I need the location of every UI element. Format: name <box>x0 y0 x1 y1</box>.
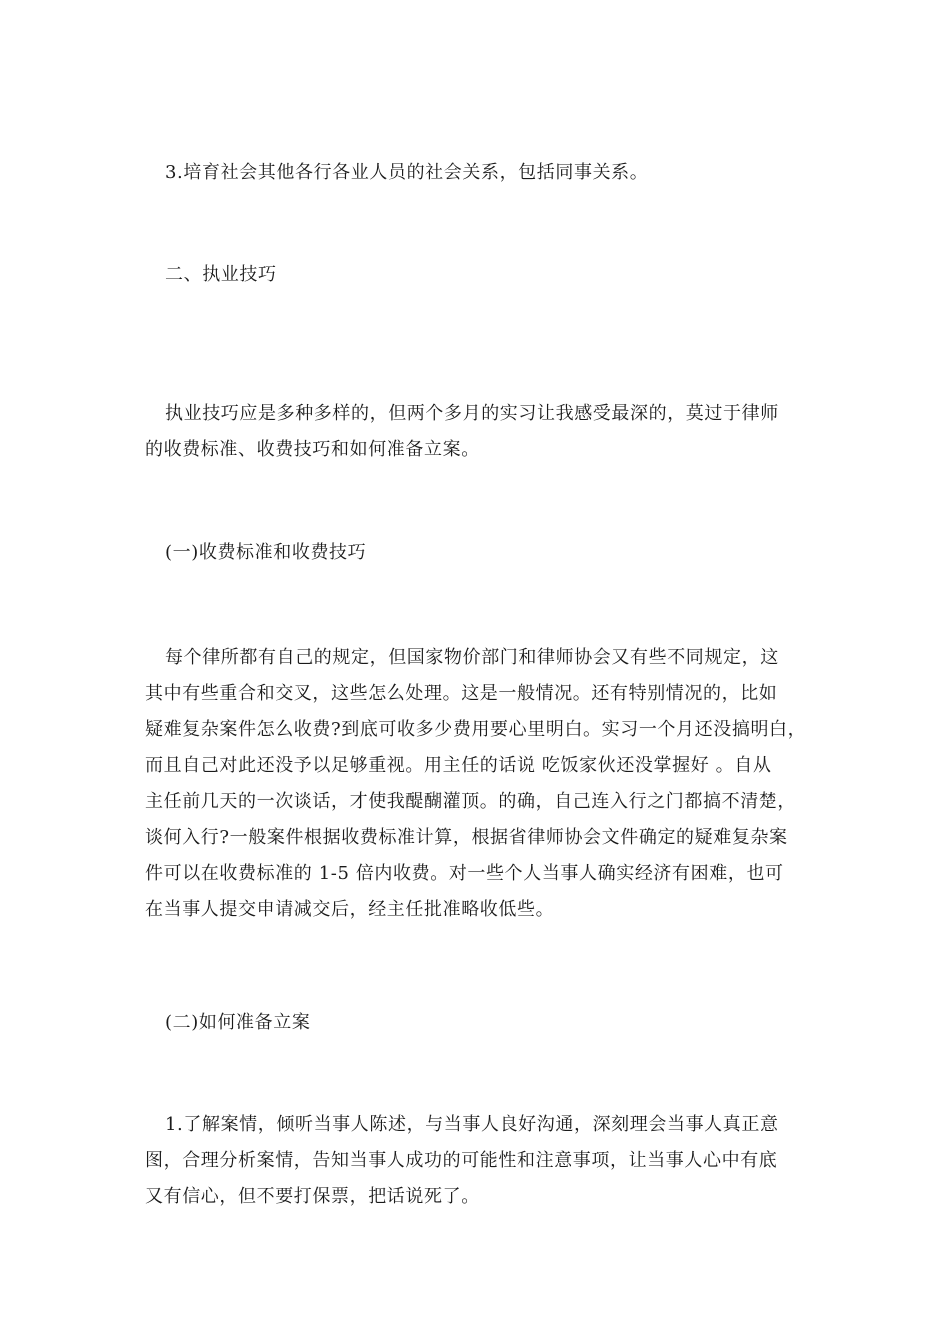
paragraph-line: 图，合理分析案情，告知当事人成功的可能性和注意事项，让当事人心中有底 <box>145 1150 778 1171</box>
list-item-1 <box>145 1107 825 1215</box>
subsection-heading: (一)收费标准和收费技巧 <box>165 542 367 563</box>
paragraph-line: 主任前几天的一次谈话，才使我醍醐灌顶。的确，自己连入行之门都搞不清楚， <box>145 791 796 812</box>
paragraph-line: 1.了解案情，倾听当事人陈述，与当事人良好沟通，深刻理会当事人真正意 <box>165 1114 779 1135</box>
section-heading-2 <box>145 257 825 293</box>
paragraph-line: 在当事人提交申请减交后，经主任批准略收低些。 <box>145 899 555 920</box>
paragraph-line: 每个律所都有自己的规定，但国家物价部门和律师协会又有些不同规定，这 <box>165 647 779 668</box>
paragraph-line: 疑难复杂案件怎么收费?到底可收多少费用要心里明白。实习一个月还没搞明白， <box>145 719 807 740</box>
subsection-heading-2 <box>145 1005 825 1041</box>
paragraph-line: 而且自己对此还没予以足够重视。用主任的话说 吃饭家伙还没掌握好 。自从 <box>145 755 772 776</box>
section-heading: 二、执业技巧 <box>165 264 277 285</box>
paragraph-line: 又有信心，但不要打保票，把话说死了。 <box>145 1186 480 1207</box>
list-item-3 <box>145 155 825 191</box>
paragraph-line: 3.培育社会其他各行各业人员的社会关系，包括同事关系。 <box>165 162 649 183</box>
paragraph-line: 其中有些重合和交叉，这些怎么处理。这是一般情况。还有特别情况的，比如 <box>145 683 778 704</box>
paragraph-line: 件可以在收费标准的 1-5 倍内收费。对一些个人当事人确实经济有困难，也可 <box>145 863 784 884</box>
paragraph-line: 的收费标准、收费技巧和如何准备立案。 <box>145 439 480 460</box>
fee-paragraph <box>145 640 825 928</box>
subsection-heading-1 <box>145 535 825 571</box>
subsection-heading: (二)如何准备立案 <box>165 1012 311 1033</box>
paragraph-line: 谈何入行?一般案件根据收费标准计算，根据省律师协会文件确定的疑难复杂案 <box>145 827 788 848</box>
paragraph-line: 执业技巧应是多种多样的，但两个多月的实习让我感受最深的，莫过于律师 <box>165 403 779 424</box>
intro-paragraph <box>145 396 825 468</box>
